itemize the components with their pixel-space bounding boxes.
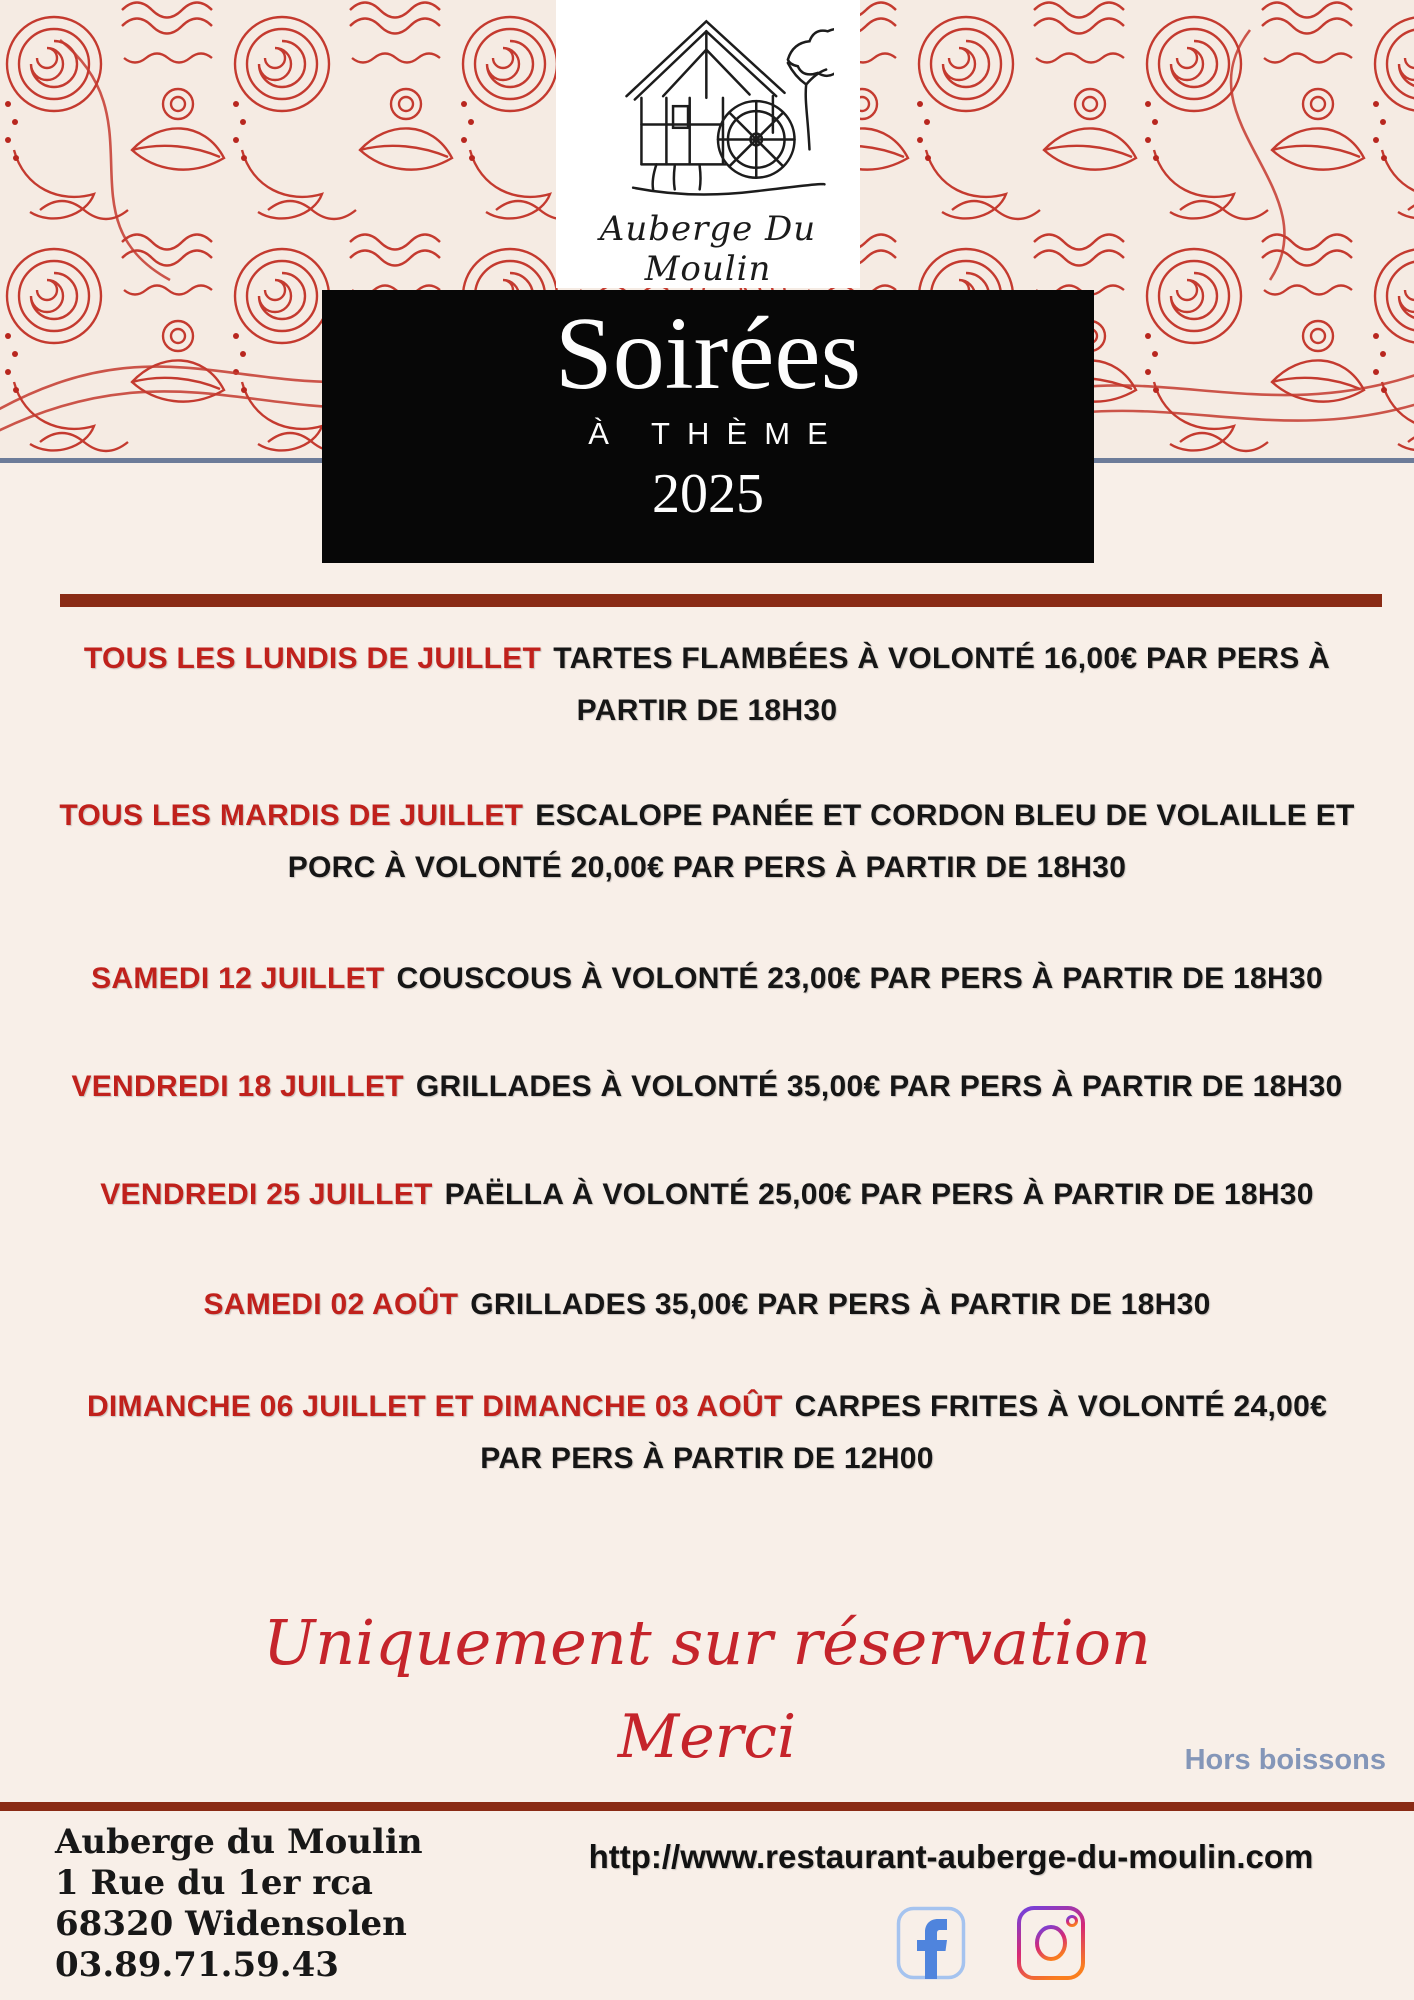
event-item [55, 790, 1359, 894]
event-item [55, 633, 1359, 737]
address-phone: 03.89.71.59.43 [55, 1945, 339, 1985]
event-date: VENDREDI 25 JUILLET [100, 1178, 433, 1211]
event-date: SAMEDI 02 AOÛT [203, 1288, 459, 1321]
divider-rule [60, 594, 1382, 607]
event-date: VENDREDI 18 JUILLET [71, 1070, 404, 1103]
event-item [55, 1279, 1359, 1331]
address-block [55, 1822, 423, 1986]
logo-box [556, 0, 860, 288]
reservation-note: Uniquement sur réservation [263, 1606, 1151, 1679]
website-link[interactable]: http://www.restaurant-auberge-du-moulin.com [588, 1838, 1314, 1875]
logo-title: Auberge Du Moulin [599, 209, 817, 289]
instagram-icon[interactable] [1016, 1904, 1088, 1987]
event-item [55, 1169, 1359, 1221]
address-city: 68320 Widensolen [55, 1904, 407, 1944]
page-title: Soirées [554, 296, 862, 411]
drinks-excluded-note: Hors boissons [1184, 1744, 1386, 1776]
event-date: TOUS LES MARDIS DE JUILLET [59, 799, 524, 832]
event-details: ESCALOPE PANÉE ET CORDON BLEU DE VOLAILLE ET PORC À VOLONTÉ 20,00€ PAR PERS À PARTIR DE 18H30 [287, 799, 1355, 884]
event-date: TOUS LES LUNDIS DE JUILLET [83, 642, 542, 675]
title-box [322, 290, 1094, 563]
footer-divider [0, 1802, 1414, 1811]
event-details: CARPES FRITES À VOLONTÉ 24,00€ PAR PERS À PARTIR DE 12H00 [480, 1390, 1328, 1475]
event-item [55, 1381, 1359, 1485]
event-details: GRILLADES À VOLONTÉ 35,00€ PAR PERS À PARTIR DE 18H30 [415, 1070, 1343, 1103]
page-year: 2025 [652, 463, 764, 526]
event-details: TARTES FLAMBÉES À VOLONTÉ 16,00€ PAR PERS À PARTIR DE 18H30 [553, 642, 1331, 727]
address-name: Auberge du Moulin [55, 1822, 423, 1862]
event-item [55, 953, 1359, 1005]
event-details: GRILLADES 35,00€ PAR PERS À PARTIR DE 18H30 [470, 1288, 1211, 1321]
watermill-illustration-icon [582, 8, 834, 206]
event-item [55, 1061, 1359, 1113]
event-details: COUSCOUS À VOLONTÉ 23,00€ PAR PERS À PARTIR DE 18H30 [396, 962, 1323, 995]
event-date: SAMEDI 12 JUILLET [91, 962, 385, 995]
page-subtitle: À THÈME [588, 416, 845, 452]
event-details: PAËLLA À VOLONTÉ 25,00€ PAR PERS À PARTIR DE 18H30 [444, 1178, 1314, 1211]
facebook-icon[interactable] [896, 1906, 966, 1985]
event-date: DIMANCHE 06 JUILLET ET DIMANCHE 03 AOÛT [86, 1390, 783, 1423]
address-street: 1 Rue du 1er rca [55, 1863, 373, 1903]
reservation-thanks: Merci [617, 1702, 797, 1772]
